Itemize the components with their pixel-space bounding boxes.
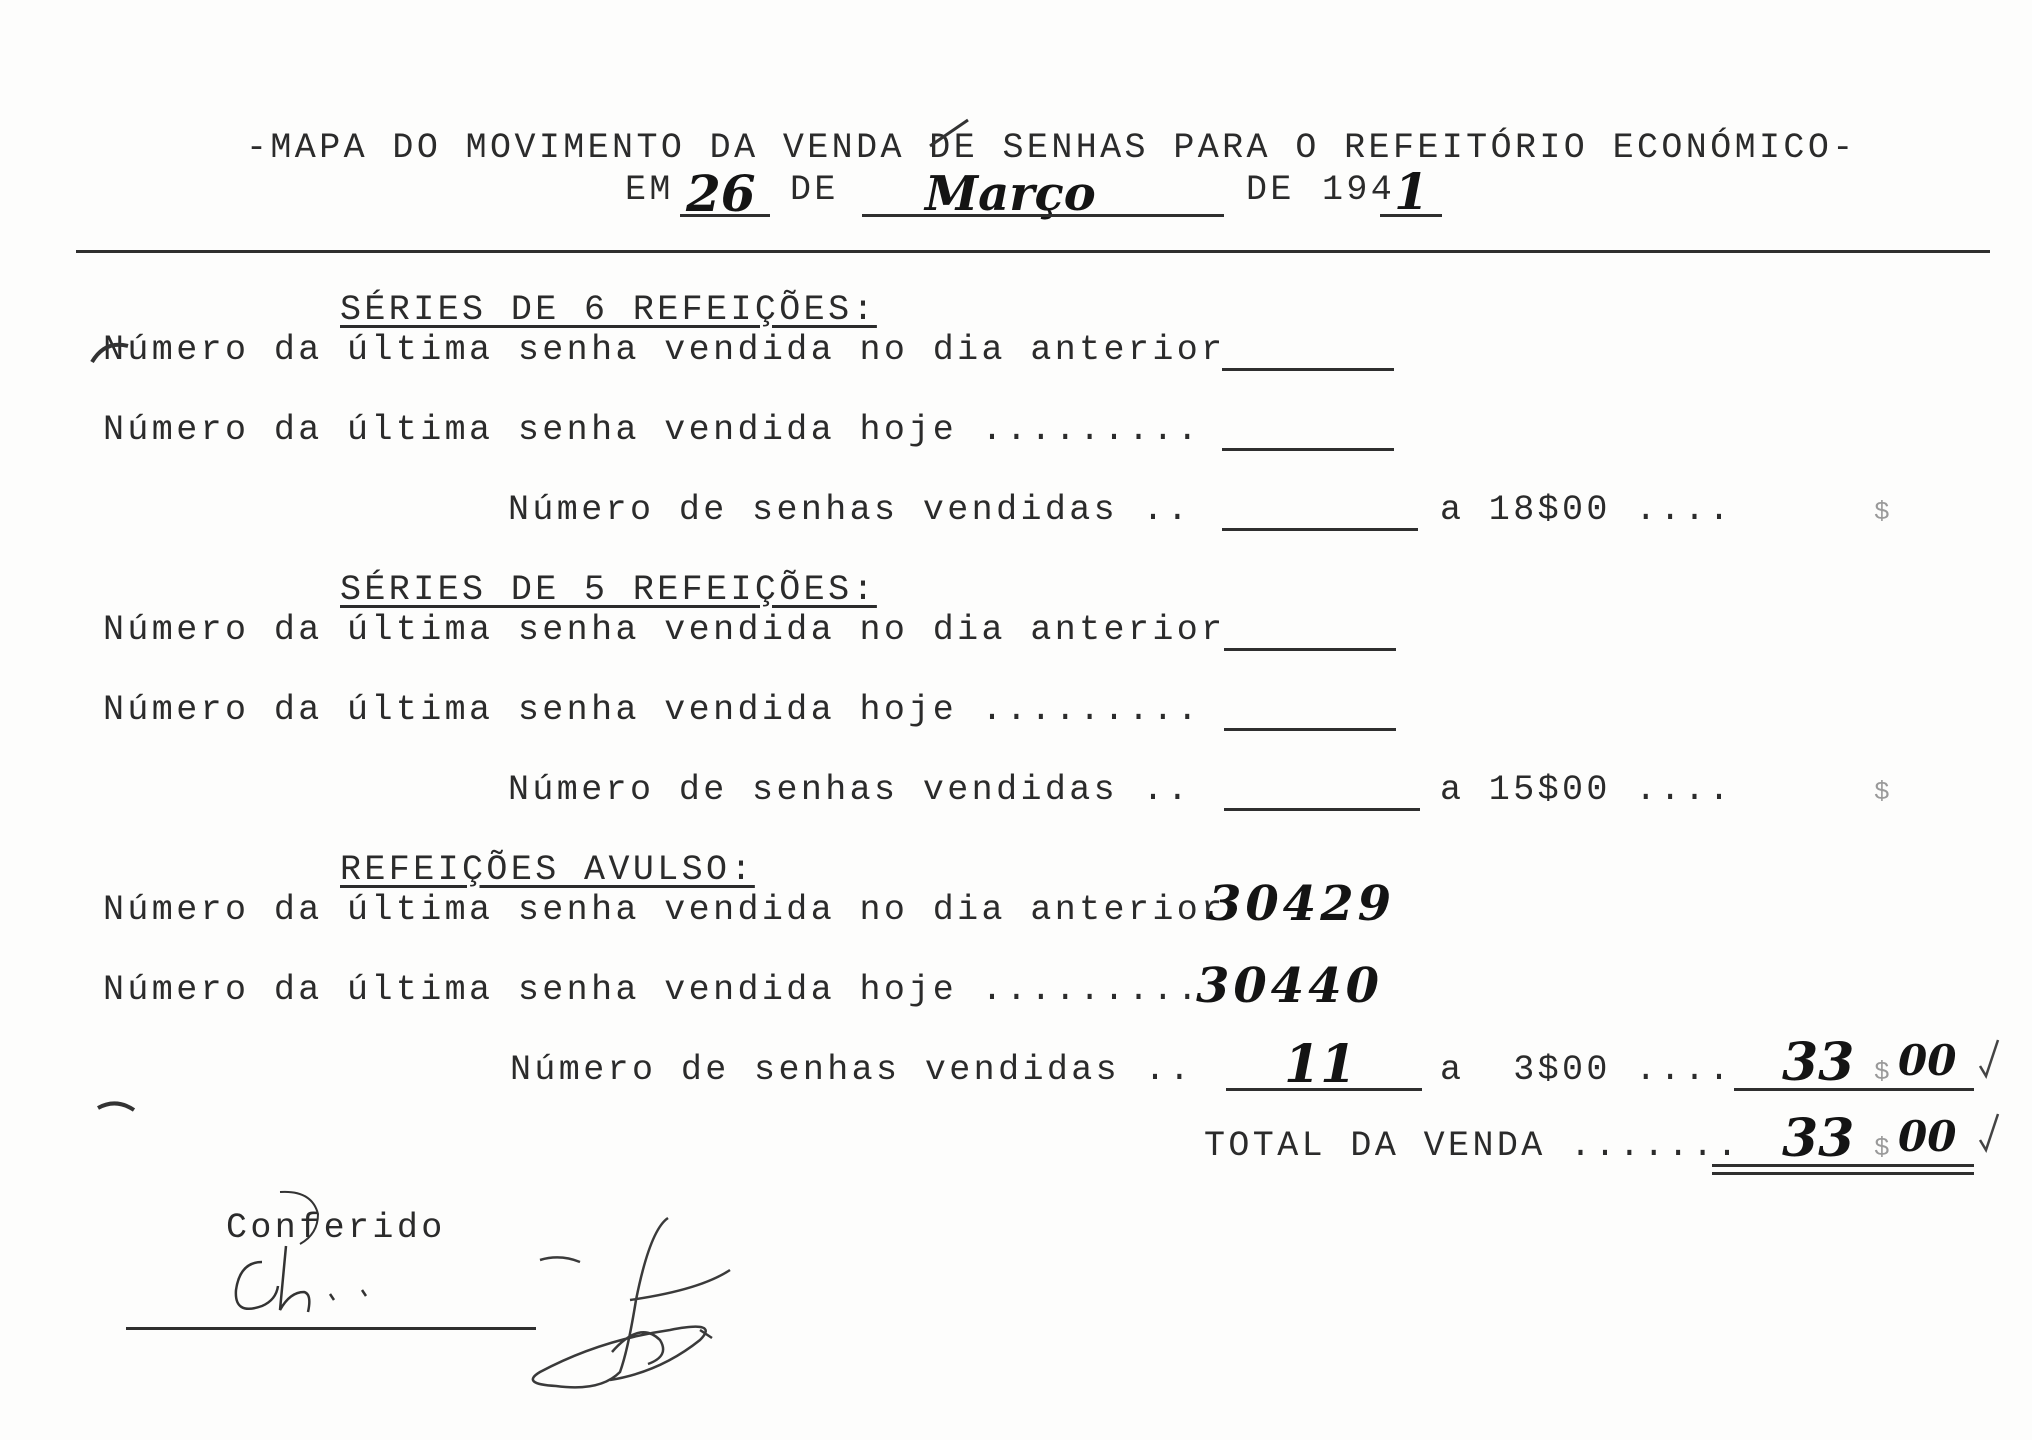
total-amount-check-icon (1980, 1114, 1998, 1150)
avulso-today-label: Número da última senha vendida hoje ......... (103, 970, 1202, 1010)
section-heading-series-6: SÉRIES DE 6 REFEIÇÕES: (340, 290, 877, 330)
avulso-today-value: 30440 (1196, 958, 1383, 1014)
avulso-amount-mark: $ (1874, 1057, 1894, 1087)
avulso-previous-label: Número da última senha vendida no dia anterior (103, 890, 1226, 930)
date-de-2: DE (1246, 170, 1295, 210)
stray-pen-mark-top-icon (92, 345, 128, 362)
date-year-prefix: 194 (1322, 170, 1396, 210)
series-6-price: a 18$00 .... (1440, 490, 1733, 530)
avulso-price: a 3$00 .... (1440, 1050, 1733, 1090)
avulso-count-label: Número de senhas vendidas .. (510, 1050, 1194, 1090)
total-amount-dec: 00 (1898, 1112, 1957, 1161)
checked-label: Conferido (226, 1208, 446, 1248)
series-5-count-label: Número de senhas vendidas .. (508, 770, 1192, 810)
series-6-count-label: Número de senhas vendidas .. (508, 490, 1192, 530)
total-label: TOTAL DA VENDA ....... (1204, 1126, 1741, 1166)
date-de-1: DE (790, 170, 839, 210)
section-heading-series-5: SÉRIES DE 5 REFEIÇÕES: (340, 570, 877, 610)
series-6-previous-label: Número da última senha vendida no dia anterior (103, 330, 1226, 370)
date-prefix: EM (625, 170, 674, 210)
series-6-currency-mark: $ (1874, 497, 1894, 527)
avulso-previous-value: 30429 (1208, 876, 1395, 932)
avulso-amount-int: 33 (1782, 1032, 1855, 1093)
date-year-suffix: 1 (1394, 162, 1429, 221)
stray-pen-mark-left-icon (98, 1103, 134, 1110)
series-5-price: a 15$00 .... (1440, 770, 1733, 810)
date-day: 26 (686, 164, 756, 223)
checked-label-pen-stroke-icon (280, 1192, 318, 1244)
checker-initials-icon (236, 1246, 366, 1312)
series-5-currency-mark: $ (1874, 777, 1894, 807)
avulso-count-value: 11 (1284, 1034, 1357, 1095)
total-amount-mark: $ (1874, 1133, 1894, 1163)
series-5-previous-label: Número da última senha vendida no dia anterior (103, 610, 1226, 650)
series-6-today-label: Número da última senha vendida hoje ......... (103, 410, 1202, 450)
title-strike-mark-icon (930, 120, 968, 146)
date-month: Março (925, 166, 1096, 222)
section-heading-avulso: REFEIÇÕES AVULSO: (340, 850, 755, 890)
signature-icon (533, 1218, 730, 1387)
avulso-amount-dec: 00 (1898, 1036, 1957, 1085)
avulso-amount-check-icon (1980, 1040, 1998, 1076)
series-5-today-label: Número da última senha vendida hoje ......... (103, 690, 1202, 730)
document-title: -MAPA DO MOVIMENTO DA VENDA DE SENHAS PARA O REFEITÓRIO ECONÓMICO- (246, 128, 1857, 168)
total-amount-int: 33 (1782, 1108, 1855, 1169)
